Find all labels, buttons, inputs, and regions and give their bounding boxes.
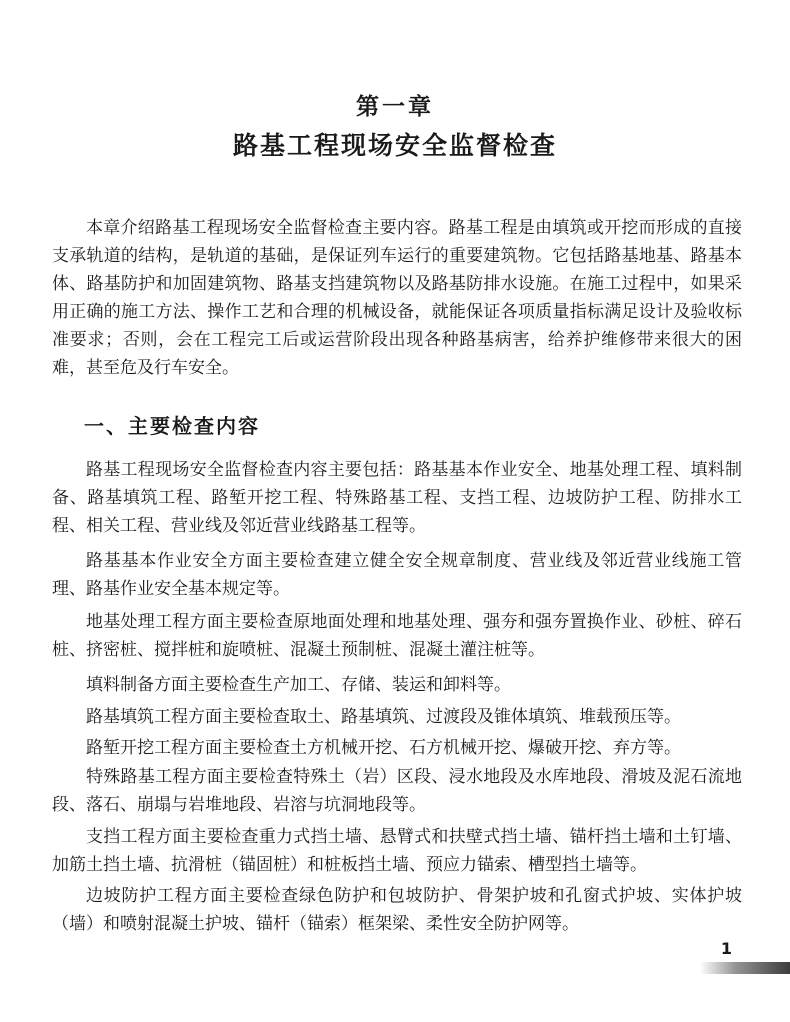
paragraph-overview: 路基工程现场安全监督检查内容主要包括：路基基本作业安全、地基处理工程、填料制备、路基填筑工程、路堑开挖工程、特殊路基工程、支挡工程、边坡防护工程、防排水工程、相关工程、营业线及邻近营业线路基工程等。 [52, 460, 742, 536]
paragraph-special-subgrade: 特殊路基工程方面主要检查特殊土（岩）区段、浸水地段及水库地段、滑坡及泥石流地段、落石、崩塌与岩堆地段、岩溶与坑洞地段等。 [52, 767, 742, 815]
chapter-number: 第一章 [356, 94, 434, 120]
paragraph-basic-safety: 路基基本作业安全方面主要检查建立健全安全规章制度、营业线及邻近营业线施工管理、路基作业安全基本规定等。 [52, 551, 742, 599]
paragraph-fill-material: 填料制备方面主要检查生产加工、存储、装运和卸料等。 [86, 675, 511, 695]
paragraph-retaining: 支挡工程方面主要检查重力式挡土墙、悬臂式和扶壁式挡土墙、锚杆挡土墙和土钉墙、加筋土挡土墙、抗滑桩（锚固桩）和桩板挡土墙、预应力锚索、槽型挡土墙等。 [52, 827, 742, 875]
intro-paragraph: 本章介绍路基工程现场安全监督检查主要内容。路基工程是由填筑或开挖而形成的直接支承轨道的结构，是轨道的基础，是保证列车运行的重要建筑物。它包括路基地基、路基本体、路基防护和加固建筑物、路基支挡建筑物以及路基防排水设施。在施工过程中，如果采用正确的施工方法、操作工艺和合理的机械设备，就能保证各项质量指标满足设计及验收标准要求；否则，会在工程完工后或运营阶段出现各种路基病害，给养护维修带来很大的困难，甚至危及行车安全。 [52, 218, 742, 378]
chapter-title: 路基工程现场安全监督检查 [232, 131, 557, 160]
paragraph-foundation: 地基处理工程方面主要检查原地面处理和地基处理、强夯和强夯置换作业、砂桩、碎石桩、挤密桩、搅拌桩和旋喷桩、混凝土预制桩、混凝土灌注桩等。 [52, 612, 742, 660]
paragraph-slope-protection: 边坡防护工程方面主要检查绿色防护和包坡防护、骨架护坡和孔窗式护坡、实体护坡（墙）和喷射混凝土护坡、锚杆（锚索）框架梁、柔性安全防护网等。 [52, 886, 742, 934]
page-number: 1 [720, 939, 732, 958]
section-heading: 一、主要检查内容 [84, 414, 260, 438]
paragraph-cutting: 路堑开挖工程方面主要检查土方机械开挖、石方机械开挖、爆破开挖、弃方等。 [86, 738, 681, 758]
page-edge-bar [700, 962, 790, 974]
paragraph-embankment: 路基填筑工程方面主要检查取土、路基填筑、过渡段及锥体填筑、堆载预压等。 [86, 707, 681, 727]
